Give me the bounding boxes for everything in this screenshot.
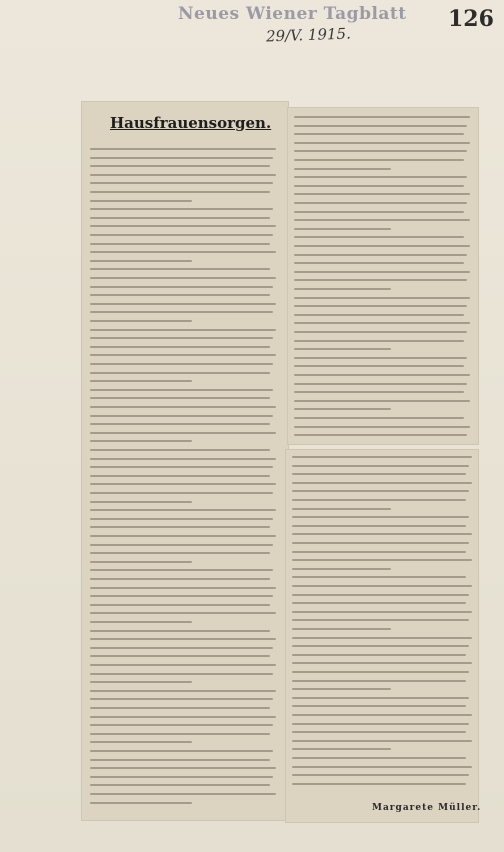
text-line xyxy=(292,714,472,716)
text-line xyxy=(90,458,276,460)
text-line xyxy=(90,776,273,778)
page-number: 126 xyxy=(448,6,494,32)
text-line xyxy=(90,277,276,279)
text-line xyxy=(294,245,470,247)
text-line xyxy=(90,793,276,795)
text-line xyxy=(292,568,391,570)
text-line xyxy=(294,168,391,170)
text-line xyxy=(90,174,276,176)
text-line xyxy=(90,802,192,804)
text-line xyxy=(90,329,276,331)
text-line xyxy=(90,759,270,761)
text-line xyxy=(90,535,276,537)
text-line xyxy=(292,774,469,776)
text-line xyxy=(292,499,466,501)
text-line xyxy=(90,432,276,434)
text-line xyxy=(292,602,466,604)
text-line xyxy=(90,320,192,322)
text-line xyxy=(90,208,273,210)
text-line xyxy=(292,473,466,475)
text-line xyxy=(294,417,464,419)
text-line xyxy=(90,561,192,563)
text-line xyxy=(90,372,270,374)
text-line xyxy=(90,475,270,477)
text-line xyxy=(90,767,276,769)
text-line xyxy=(90,191,270,193)
text-line xyxy=(294,400,470,402)
text-line xyxy=(90,423,270,425)
text-line xyxy=(292,731,466,733)
text-line xyxy=(294,228,391,230)
text-line xyxy=(294,391,464,393)
text-line xyxy=(90,148,276,150)
newspaper-masthead: Neues Wiener Tagblatt xyxy=(178,4,407,24)
text-line xyxy=(292,585,472,587)
text-line xyxy=(90,518,273,520)
text-line xyxy=(90,337,273,339)
text-line xyxy=(90,303,276,305)
text-line xyxy=(90,466,273,468)
text-line xyxy=(292,645,469,647)
text-line xyxy=(292,516,469,518)
text-line xyxy=(90,157,273,159)
text-line xyxy=(294,288,391,290)
text-line xyxy=(292,508,391,510)
text-line xyxy=(294,116,470,118)
text-line xyxy=(294,374,470,376)
text-line xyxy=(90,578,270,580)
text-line xyxy=(294,133,464,135)
text-line xyxy=(292,456,472,458)
text-line xyxy=(292,559,472,561)
text-line xyxy=(294,142,470,144)
text-line xyxy=(90,638,276,640)
text-line xyxy=(90,681,192,683)
text-line xyxy=(292,783,466,785)
text-line xyxy=(90,707,270,709)
text-line xyxy=(292,611,472,613)
text-line xyxy=(294,159,464,161)
text-line xyxy=(292,766,472,768)
text-line xyxy=(292,594,469,596)
text-line xyxy=(90,380,192,382)
text-line xyxy=(90,217,270,219)
text-line xyxy=(90,733,270,735)
text-line xyxy=(292,688,391,690)
text-line xyxy=(90,630,270,632)
text-line xyxy=(90,595,273,597)
text-line xyxy=(90,415,273,417)
text-line xyxy=(90,552,270,554)
text-line xyxy=(90,251,276,253)
text-line xyxy=(294,125,467,127)
text-line xyxy=(294,348,391,350)
text-line xyxy=(294,271,470,273)
text-line xyxy=(294,383,467,385)
text-line xyxy=(90,750,273,752)
text-line xyxy=(294,211,464,213)
text-line xyxy=(292,697,469,699)
text-line xyxy=(90,243,270,245)
text-line xyxy=(292,654,466,656)
text-line xyxy=(292,637,472,639)
text-line xyxy=(90,294,270,296)
text-line xyxy=(90,647,273,649)
text-line xyxy=(90,449,270,451)
article-signature: Margarete Müller. xyxy=(372,803,482,813)
text-line xyxy=(90,716,276,718)
text-line xyxy=(294,219,470,221)
text-line xyxy=(90,690,276,692)
text-line xyxy=(90,501,192,503)
text-line xyxy=(90,544,273,546)
text-line xyxy=(90,621,192,623)
text-line xyxy=(90,724,273,726)
text-line xyxy=(90,260,192,262)
text-line xyxy=(294,340,464,342)
text-line xyxy=(294,176,467,178)
text-line xyxy=(294,297,470,299)
text-line xyxy=(294,254,467,256)
text-line xyxy=(90,200,192,202)
text-line xyxy=(292,671,469,673)
article-headline: Hausfrauensorgen. xyxy=(110,114,272,132)
text-line xyxy=(294,357,467,359)
handwritten-date: 29/V. 1915. xyxy=(265,24,352,46)
text-line xyxy=(292,757,466,759)
text-line xyxy=(90,587,276,589)
text-line xyxy=(292,551,466,553)
text-line xyxy=(90,389,273,391)
text-line xyxy=(292,525,466,527)
text-line xyxy=(90,664,276,666)
text-line xyxy=(292,628,391,630)
text-line xyxy=(292,465,469,467)
text-line xyxy=(90,604,270,606)
text-line xyxy=(90,234,273,236)
text-line xyxy=(292,542,469,544)
text-line xyxy=(294,185,464,187)
text-line xyxy=(90,492,273,494)
text-line xyxy=(292,740,472,742)
text-line xyxy=(90,406,276,408)
text-line xyxy=(90,363,273,365)
text-line xyxy=(294,202,467,204)
text-line xyxy=(90,286,273,288)
text-line xyxy=(90,509,276,511)
text-line xyxy=(90,346,270,348)
text-line xyxy=(294,331,467,333)
text-line xyxy=(292,482,472,484)
text-line xyxy=(90,165,270,167)
text-line xyxy=(292,680,466,682)
text-line xyxy=(294,314,464,316)
text-line xyxy=(294,262,464,264)
text-line xyxy=(292,723,469,725)
text-line xyxy=(90,673,273,675)
text-line xyxy=(294,434,467,436)
text-line xyxy=(294,426,470,428)
text-line xyxy=(294,305,467,307)
